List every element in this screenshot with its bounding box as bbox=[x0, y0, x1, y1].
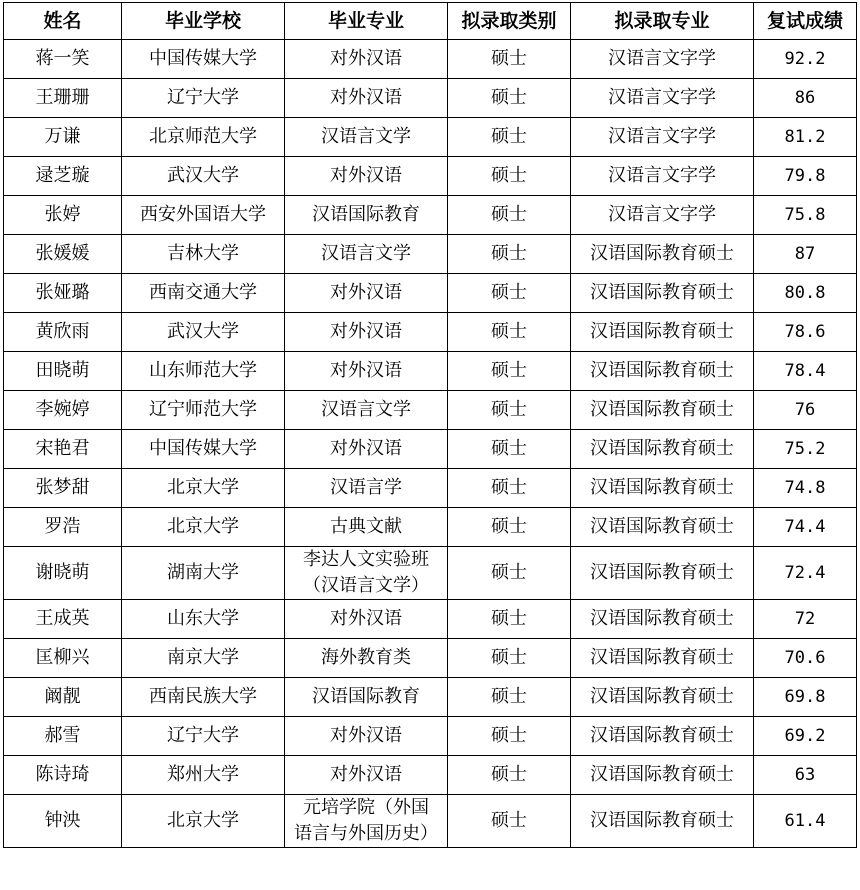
header-major: 毕业专业 bbox=[285, 3, 448, 40]
cell-category: 硕士 bbox=[448, 756, 571, 795]
cell-name: 匡柳兴 bbox=[4, 639, 122, 678]
table-row bbox=[4, 118, 857, 157]
cell-score: 80.8 bbox=[754, 274, 857, 313]
table-row bbox=[4, 40, 857, 79]
cell-score: 72.4 bbox=[754, 547, 857, 600]
cell-admit-major: 汉语国际教育硕士 bbox=[571, 756, 754, 795]
table-row bbox=[4, 717, 857, 756]
table-row bbox=[4, 391, 857, 430]
cell-major: 对外汉语 bbox=[285, 274, 448, 313]
cell-admit-major: 汉语国际教育硕士 bbox=[571, 235, 754, 274]
cell-school: 北京师范大学 bbox=[122, 118, 285, 157]
cell-major bbox=[285, 547, 448, 600]
cell-category: 硕士 bbox=[448, 352, 571, 391]
cell-name: 陈诗琦 bbox=[4, 756, 122, 795]
header-score: 复试成绩 bbox=[754, 3, 857, 40]
cell-major: 汉语言文学 bbox=[285, 118, 448, 157]
cell-name: 张婷 bbox=[4, 196, 122, 235]
cell-major-line1: 元培学院（外国 bbox=[303, 797, 429, 818]
cell-score: 74.8 bbox=[754, 469, 857, 508]
cell-major-line1: 李达人文实验班 bbox=[303, 549, 429, 570]
cell-school: 湖南大学 bbox=[122, 547, 285, 600]
cell-major: 古典文献 bbox=[285, 508, 448, 547]
cell-name: 李婉婷 bbox=[4, 391, 122, 430]
cell-school: 北京大学 bbox=[122, 795, 285, 848]
cell-school: 郑州大学 bbox=[122, 756, 285, 795]
cell-school: 北京大学 bbox=[122, 508, 285, 547]
cell-admit-major: 汉语国际教育硕士 bbox=[571, 600, 754, 639]
cell-admit-major: 汉语国际教育硕士 bbox=[571, 352, 754, 391]
cell-name: 阚靓 bbox=[4, 678, 122, 717]
cell-school: 辽宁师范大学 bbox=[122, 391, 285, 430]
table-row bbox=[4, 756, 857, 795]
cell-name: 罗浩 bbox=[4, 508, 122, 547]
cell-major bbox=[285, 795, 448, 848]
cell-school: 辽宁大学 bbox=[122, 717, 285, 756]
cell-score: 76 bbox=[754, 391, 857, 430]
table-row bbox=[4, 196, 857, 235]
cell-major-line2: （汉语言文学） bbox=[303, 575, 429, 596]
cell-category: 硕士 bbox=[448, 678, 571, 717]
header-row bbox=[4, 3, 857, 40]
cell-category: 硕士 bbox=[448, 274, 571, 313]
cell-major: 对外汉语 bbox=[285, 157, 448, 196]
table-row bbox=[4, 600, 857, 639]
cell-school: 山东大学 bbox=[122, 600, 285, 639]
header-name: 姓名 bbox=[4, 3, 122, 40]
cell-name: 蒋一笑 bbox=[4, 40, 122, 79]
header-admit-major: 拟录取专业 bbox=[571, 3, 754, 40]
cell-name: 逯芝璇 bbox=[4, 157, 122, 196]
cell-school: 辽宁大学 bbox=[122, 79, 285, 118]
cell-admit-major: 汉语国际教育硕士 bbox=[571, 717, 754, 756]
cell-score: 78.6 bbox=[754, 313, 857, 352]
cell-name: 张媛媛 bbox=[4, 235, 122, 274]
cell-category: 硕士 bbox=[448, 795, 571, 848]
cell-category: 硕士 bbox=[448, 313, 571, 352]
cell-category: 硕士 bbox=[448, 157, 571, 196]
cell-school: 吉林大学 bbox=[122, 235, 285, 274]
cell-name: 钟泱 bbox=[4, 795, 122, 848]
cell-admit-major: 汉语国际教育硕士 bbox=[571, 639, 754, 678]
cell-category: 硕士 bbox=[448, 469, 571, 508]
cell-major-line2: 语言与外国历史） bbox=[294, 823, 438, 844]
cell-major: 对外汉语 bbox=[285, 313, 448, 352]
cell-admit-major: 汉语国际教育硕士 bbox=[571, 678, 754, 717]
table-row bbox=[4, 795, 857, 848]
cell-admit-major: 汉语言文字学 bbox=[571, 40, 754, 79]
cell-score: 74.4 bbox=[754, 508, 857, 547]
cell-admit-major: 汉语言文字学 bbox=[571, 196, 754, 235]
cell-school: 武汉大学 bbox=[122, 313, 285, 352]
cell-admit-major: 汉语国际教育硕士 bbox=[571, 313, 754, 352]
cell-admit-major: 汉语国际教育硕士 bbox=[571, 469, 754, 508]
table-row bbox=[4, 430, 857, 469]
cell-score: 86 bbox=[754, 79, 857, 118]
cell-major: 对外汉语 bbox=[285, 40, 448, 79]
cell-category: 硕士 bbox=[448, 40, 571, 79]
table-row bbox=[4, 79, 857, 118]
cell-category: 硕士 bbox=[448, 430, 571, 469]
cell-score: 81.2 bbox=[754, 118, 857, 157]
cell-score: 78.4 bbox=[754, 352, 857, 391]
cell-major: 对外汉语 bbox=[285, 717, 448, 756]
cell-score: 92.2 bbox=[754, 40, 857, 79]
cell-admit-major: 汉语国际教育硕士 bbox=[571, 508, 754, 547]
table-row bbox=[4, 508, 857, 547]
cell-school: 中国传媒大学 bbox=[122, 40, 285, 79]
admission-table bbox=[3, 2, 857, 848]
table-row bbox=[4, 547, 857, 600]
cell-name: 王成英 bbox=[4, 600, 122, 639]
table-row bbox=[4, 313, 857, 352]
cell-major: 对外汉语 bbox=[285, 600, 448, 639]
cell-admit-major: 汉语国际教育硕士 bbox=[571, 547, 754, 600]
cell-score: 70.6 bbox=[754, 639, 857, 678]
cell-school: 北京大学 bbox=[122, 469, 285, 508]
cell-category: 硕士 bbox=[448, 717, 571, 756]
cell-name: 谢晓萌 bbox=[4, 547, 122, 600]
cell-score: 75.8 bbox=[754, 196, 857, 235]
cell-category: 硕士 bbox=[448, 600, 571, 639]
cell-school: 山东师范大学 bbox=[122, 352, 285, 391]
cell-admit-major: 汉语国际教育硕士 bbox=[571, 391, 754, 430]
cell-category: 硕士 bbox=[448, 196, 571, 235]
table-row bbox=[4, 235, 857, 274]
cell-score: 69.8 bbox=[754, 678, 857, 717]
cell-school: 西南交通大学 bbox=[122, 274, 285, 313]
cell-score: 75.2 bbox=[754, 430, 857, 469]
table-row bbox=[4, 157, 857, 196]
cell-score: 61.4 bbox=[754, 795, 857, 848]
cell-category: 硕士 bbox=[448, 118, 571, 157]
cell-score: 72 bbox=[754, 600, 857, 639]
cell-category: 硕士 bbox=[448, 391, 571, 430]
cell-major: 汉语言文学 bbox=[285, 235, 448, 274]
cell-name: 郝雪 bbox=[4, 717, 122, 756]
cell-school: 武汉大学 bbox=[122, 157, 285, 196]
cell-score: 69.2 bbox=[754, 717, 857, 756]
cell-score: 87 bbox=[754, 235, 857, 274]
cell-category: 硕士 bbox=[448, 508, 571, 547]
cell-school: 西南民族大学 bbox=[122, 678, 285, 717]
cell-score: 79.8 bbox=[754, 157, 857, 196]
cell-category: 硕士 bbox=[448, 547, 571, 600]
cell-major: 对外汉语 bbox=[285, 756, 448, 795]
cell-name: 万谦 bbox=[4, 118, 122, 157]
cell-major: 汉语言文学 bbox=[285, 391, 448, 430]
cell-name: 田晓萌 bbox=[4, 352, 122, 391]
cell-school: 中国传媒大学 bbox=[122, 430, 285, 469]
table-row bbox=[4, 469, 857, 508]
cell-major: 汉语言学 bbox=[285, 469, 448, 508]
table-row bbox=[4, 352, 857, 391]
cell-major: 汉语国际教育 bbox=[285, 678, 448, 717]
header-category: 拟录取类别 bbox=[448, 3, 571, 40]
table-row bbox=[4, 678, 857, 717]
cell-admit-major: 汉语言文字学 bbox=[571, 118, 754, 157]
cell-admit-major: 汉语国际教育硕士 bbox=[571, 430, 754, 469]
cell-score: 63 bbox=[754, 756, 857, 795]
cell-name: 黄欣雨 bbox=[4, 313, 122, 352]
cell-category: 硕士 bbox=[448, 235, 571, 274]
cell-category: 硕士 bbox=[448, 79, 571, 118]
table-row bbox=[4, 274, 857, 313]
cell-major: 对外汉语 bbox=[285, 79, 448, 118]
cell-major: 汉语国际教育 bbox=[285, 196, 448, 235]
cell-admit-major: 汉语国际教育硕士 bbox=[571, 274, 754, 313]
cell-school: 南京大学 bbox=[122, 639, 285, 678]
cell-major: 对外汉语 bbox=[285, 430, 448, 469]
cell-name: 张梦甜 bbox=[4, 469, 122, 508]
cell-admit-major: 汉语国际教育硕士 bbox=[571, 795, 754, 848]
cell-major: 对外汉语 bbox=[285, 352, 448, 391]
cell-name: 宋艳君 bbox=[4, 430, 122, 469]
cell-school: 西安外国语大学 bbox=[122, 196, 285, 235]
cell-name: 王珊珊 bbox=[4, 79, 122, 118]
cell-admit-major: 汉语言文字学 bbox=[571, 157, 754, 196]
cell-major: 海外教育类 bbox=[285, 639, 448, 678]
cell-category: 硕士 bbox=[448, 639, 571, 678]
cell-admit-major: 汉语言文字学 bbox=[571, 79, 754, 118]
table-row bbox=[4, 639, 857, 678]
header-school: 毕业学校 bbox=[122, 3, 285, 40]
cell-name: 张娅璐 bbox=[4, 274, 122, 313]
